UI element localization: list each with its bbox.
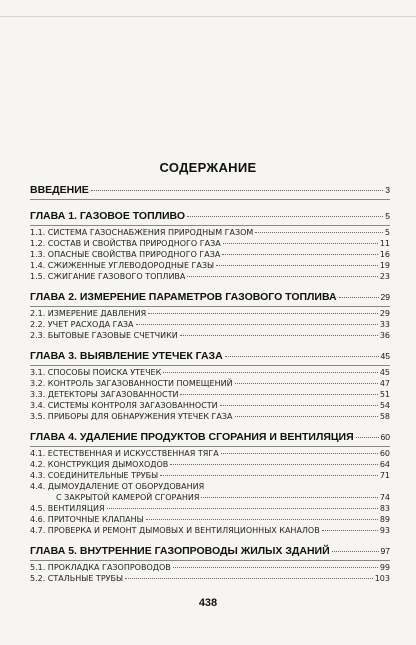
toc-entry-page: 54: [379, 401, 390, 410]
toc-entry-label: 4.4. ДЫМОУДАЛЕНИЕ ОТ ОБОРУДОВАНИЯ: [30, 482, 205, 491]
toc-entry-label: 5.1. ПРОКЛАДКА ГАЗОПРОВОДОВ: [30, 563, 171, 572]
toc-section-row: [30, 378, 390, 389]
page-title: СОДЕРЖАНИЕ: [159, 160, 257, 175]
toc-section-row: [30, 448, 390, 459]
dot-leader: [91, 190, 383, 191]
dot-leader: [221, 453, 378, 454]
toc-entry-page: 97: [380, 546, 390, 556]
toc-entry-label: ГЛАВА 5. ВНУТРЕННИЕ ГАЗОПРОВОДЫ ЖИЛЫХ ЗДАНИЙ: [30, 545, 330, 557]
table-of-contents: [30, 183, 390, 584]
dot-leader: [136, 324, 378, 325]
toc-section-row: [30, 260, 390, 271]
dot-leader: [216, 265, 378, 266]
dot-leader: [163, 372, 378, 373]
dot-leader: [356, 437, 379, 438]
toc-entry-page: 45: [379, 368, 390, 377]
toc-entry-page: 99: [379, 563, 390, 572]
toc-entry-page: 74: [379, 493, 390, 502]
chapter-gap: [30, 536, 390, 543]
toc-chapter-row: [30, 183, 390, 198]
toc-entry-label: 4.3. СОЕДИНИТЕЛЬНЫЕ ТРУБЫ: [30, 471, 159, 480]
chapter-gap: [30, 341, 390, 348]
toc-entry-page: 60: [380, 432, 390, 442]
toc-entry-page: 11: [379, 239, 390, 248]
toc-chapter-row: [30, 208, 390, 224]
toc-chapter-row: [30, 348, 390, 364]
toc-section-row: [30, 308, 390, 319]
dot-leader: [322, 530, 378, 531]
toc-entry-page: 58: [379, 412, 390, 421]
dot-leader: [180, 394, 377, 395]
dot-leader: [332, 551, 379, 552]
toc-entry-page: 51: [379, 390, 390, 399]
bleed-through-header: [0, 2, 416, 17]
toc-entry-page: 5: [384, 228, 390, 237]
chapter-underline: [30, 446, 390, 447]
toc-section-row: [30, 492, 390, 503]
toc-section-row: [30, 562, 390, 573]
toc-section-row: [30, 481, 390, 492]
toc-section-row: [30, 514, 390, 525]
toc-section-row: [30, 227, 390, 238]
toc-section-row: [30, 459, 390, 470]
toc-entry-page: 47: [379, 379, 390, 388]
toc-entry-page: 93: [379, 526, 390, 535]
dot-leader: [187, 216, 383, 217]
toc-entry-label: ВВЕДЕНИЕ: [30, 184, 89, 196]
toc-entry-label: 2.3. БЫТОВЫЕ ГАЗОВЫЕ СЧЕТЧИКИ: [30, 331, 178, 340]
toc-entry-page: 29: [380, 292, 390, 302]
toc-entry-label: 3.2. КОНТРОЛЬ ЗАГАЗОВАННОСТИ ПОМЕЩЕНИЙ: [30, 379, 233, 388]
toc-entry-page: 23: [379, 272, 390, 281]
dot-leader: [160, 475, 378, 476]
toc-entry-label: 2.2. УЧЕТ РАСХОДА ГАЗА: [30, 320, 134, 329]
toc-entry-page: 19: [379, 261, 390, 270]
toc-entry-page: 33: [379, 320, 390, 329]
dot-leader: [107, 508, 378, 509]
dot-leader: [235, 416, 378, 417]
toc-section-row: [30, 411, 390, 422]
toc-entry-label: ГЛАВА 3. ВЫЯВЛЕНИЕ УТЕЧЕК ГАЗА: [30, 350, 223, 362]
toc-entry-label: 1.2. СОСТАВ И СВОЙСТВА ПРИРОДНОГО ГАЗА: [30, 239, 221, 248]
dot-leader: [222, 254, 377, 255]
toc-entry-label: 4.6. ПРИТОЧНЫЕ КЛАПАНЫ: [30, 515, 144, 524]
toc-entry-label: 4.2. КОНСТРУКЦИЯ ДЫМОХОДОВ: [30, 460, 169, 469]
toc-section-row: [30, 525, 390, 536]
toc-entry-label: 1.4. СЖИЖЕННЫЕ УГЛЕВОДОРОДНЫЕ ГАЗЫ: [30, 261, 215, 270]
toc-section-row: [30, 238, 390, 249]
dot-leader: [235, 383, 378, 384]
dot-leader: [220, 405, 378, 406]
toc-entry-label: 4.1. ЕСТЕСТВЕННАЯ И ИСКУССТВЕННАЯ ТЯГА: [30, 449, 219, 458]
toc-section-row: [30, 400, 390, 411]
toc-entry-label: 3.5. ПРИБОРЫ ДЛЯ ОБНАРУЖЕНИЯ УТЕЧЕК ГАЗА: [30, 412, 233, 421]
page-number: 438: [198, 597, 218, 609]
toc-entry-label: 3.4. СИСТЕМЫ КОНТРОЛЯ ЗАГАЗОВАННОСТИ: [30, 401, 218, 410]
toc-entry-label: 5.2. СТАЛЬНЫЕ ТРУБЫ: [30, 574, 124, 583]
toc-section-row: [30, 503, 390, 514]
toc-entry-label: 4.7. ПРОВЕРКА И РЕМОНТ ДЫМОВЫХ И ВЕНТИЛЯЦИОННЫХ КАНАЛОВ: [30, 526, 320, 535]
toc-entry-label: ГЛАВА 4. УДАЛЕНИЕ ПРОДУКТОВ СГОРАНИЯ И ВЕНТИЛЯЦИЯ: [30, 431, 354, 443]
toc-entry-label: 1.1. СИСТЕМА ГАЗОСНАБЖЕНИЯ ПРИРОДНЫМ ГАЗОМ: [30, 228, 254, 237]
toc-chapter-row: [30, 429, 390, 445]
toc-entry-label: 1.3. ОПАСНЫЕ СВОЙСТВА ПРИРОДНОГО ГАЗА: [30, 250, 221, 259]
toc-entry-page: 83: [379, 504, 390, 513]
chapter-gap: [30, 282, 390, 289]
toc-entry-page: 36: [379, 331, 390, 340]
dot-leader: [187, 276, 377, 277]
dot-leader: [201, 497, 377, 498]
toc-section-row: [30, 330, 390, 341]
dot-leader: [148, 313, 378, 314]
toc-entry-page: 89: [379, 515, 390, 524]
toc-section-row: [30, 271, 390, 282]
dot-leader: [180, 335, 378, 336]
toc-chapter-row: [30, 543, 390, 559]
toc-chapter-row: [30, 289, 390, 305]
chapter-underline: [30, 306, 390, 307]
toc-entry-label: 3.3. ДЕТЕКТОРЫ ЗАГАЗОВАННОСТИ: [30, 390, 179, 399]
dot-leader: [255, 232, 383, 233]
chapter-gap: [30, 422, 390, 429]
toc-entry-page: 64: [379, 460, 390, 469]
toc-entry-page: 103: [374, 574, 390, 583]
toc-entry-label: 1.5. СЖИГАНИЕ ГАЗОВОГО ТОПЛИВА: [30, 272, 186, 281]
toc-section-row: [30, 319, 390, 330]
toc-section-row: [30, 389, 390, 400]
dot-leader: [146, 519, 378, 520]
toc-entry-label: С ЗАКРЫТОЙ КАМЕРОЙ СГОРАНИЯ: [56, 493, 200, 502]
toc-entry-page: 29: [379, 309, 390, 318]
toc-entry-label: 2.1. ИЗМЕРЕНИЕ ДАВЛЕНИЯ: [30, 309, 147, 318]
toc-entry-label: ГЛАВА 2. ИЗМЕРЕНИЕ ПАРАМЕТРОВ ГАЗОВОГО ТОПЛИВА: [30, 291, 337, 303]
dot-leader: [125, 578, 373, 579]
toc-section-row: [30, 249, 390, 260]
toc-entry-label: 4.5. ВЕНТИЛЯЦИЯ: [30, 504, 105, 513]
toc-section-row: [30, 470, 390, 481]
bleed-through-text: [0, 0, 416, 150]
chapter-underline: [30, 560, 390, 561]
dot-leader: [223, 243, 378, 244]
chapter-underline: [30, 225, 390, 226]
toc-entry-page: 3: [385, 185, 390, 195]
toc-section-row: [30, 573, 390, 584]
dot-leader: [173, 567, 378, 568]
toc-entry-label: 3.1. СПОСОБЫ ПОИСКА УТЕЧЕК: [30, 368, 162, 377]
toc-entry-page: 5: [385, 211, 390, 221]
toc-entry-page: 71: [379, 471, 390, 480]
dot-leader: [339, 297, 379, 298]
chapter-underline: [30, 199, 390, 200]
toc-entry-label: ГЛАВА 1. ГАЗОВОЕ ТОПЛИВО: [30, 210, 186, 222]
toc-section-row: [30, 367, 390, 378]
toc-entry-page: 45: [380, 351, 390, 361]
dot-leader: [170, 464, 378, 465]
toc-entry-page: 60: [379, 449, 390, 458]
chapter-underline: [30, 365, 390, 366]
dot-leader: [225, 356, 379, 357]
toc-entry-page: 16: [379, 250, 390, 259]
chapter-gap: [30, 201, 390, 208]
